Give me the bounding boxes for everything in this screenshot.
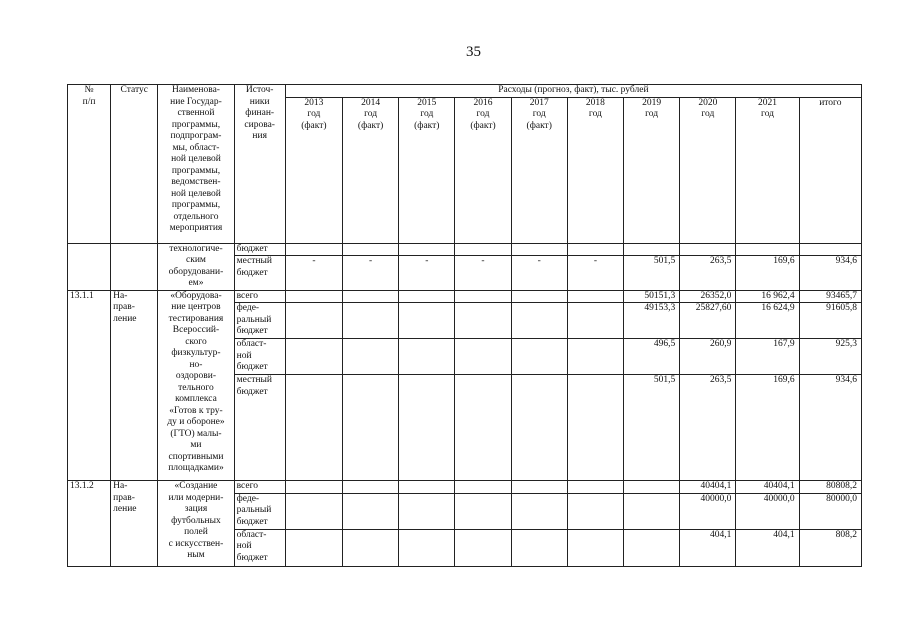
header-num: № п/п xyxy=(68,85,111,244)
value-cell xyxy=(736,243,799,256)
header-year: 2013 год (факт) xyxy=(285,97,342,243)
row-number: 13.1.2 xyxy=(68,481,111,567)
value-cell: 16 624,9 xyxy=(736,303,799,339)
value-cell xyxy=(567,481,623,494)
value-cell: 91605,8 xyxy=(799,303,861,339)
row-name: «Оборудова- ние центров тестирования Всероссий- ского физкультур- но- оздорови- тельного комплекса «Готов к тру- ду и обороне» (ГТО) малы- ми спортивными площадками» xyxy=(158,290,234,481)
value-cell xyxy=(285,481,342,494)
value-cell: - xyxy=(399,256,455,290)
value-cell xyxy=(343,303,399,339)
row-source: местный бюджет xyxy=(234,256,285,290)
value-cell: - xyxy=(343,256,399,290)
value-cell xyxy=(624,493,680,529)
value-cell xyxy=(455,493,511,529)
row-number xyxy=(68,243,111,290)
header-year: итого xyxy=(799,97,861,243)
header-year: 2017 год (факт) xyxy=(511,97,567,243)
table-row xyxy=(68,243,862,256)
header-year: 2019 год xyxy=(624,97,680,243)
value-cell xyxy=(624,481,680,494)
header-year: 2015 год (факт) xyxy=(399,97,455,243)
value-cell xyxy=(567,529,623,566)
value-cell: 496,5 xyxy=(624,339,680,375)
value-cell: 40000,0 xyxy=(680,493,736,529)
row-name: «Создание или модерни- зация футбольных полей с искусствен- ным xyxy=(158,481,234,567)
row-status: На- прав- ление xyxy=(111,481,158,567)
value-cell xyxy=(511,375,567,481)
row-source: местный бюджет xyxy=(234,375,285,481)
value-cell xyxy=(399,339,455,375)
header-expenses: Расходы (прогноз, факт), тыс. рублей xyxy=(285,85,861,98)
value-cell xyxy=(285,290,342,303)
row-source: всего xyxy=(234,481,285,494)
value-cell xyxy=(285,339,342,375)
value-cell xyxy=(343,339,399,375)
value-cell: 40404,1 xyxy=(680,481,736,494)
value-cell xyxy=(285,303,342,339)
value-cell xyxy=(567,303,623,339)
value-cell xyxy=(511,290,567,303)
value-cell: 263,5 xyxy=(680,375,736,481)
value-cell xyxy=(399,481,455,494)
value-cell xyxy=(680,243,736,256)
value-cell: 808,2 xyxy=(799,529,861,566)
row-name: технологиче- ским оборудовани- ем» xyxy=(158,243,234,290)
value-cell: 40000,0 xyxy=(736,493,799,529)
value-cell xyxy=(455,339,511,375)
value-cell: 40404,1 xyxy=(736,481,799,494)
value-cell: 934,6 xyxy=(799,256,861,290)
budget-table xyxy=(67,84,862,567)
value-cell: 50151,3 xyxy=(624,290,680,303)
value-cell xyxy=(624,243,680,256)
row-source: всего xyxy=(234,290,285,303)
header-name: Наименова- ние Государ- ственной программы, подпрограм- мы, област- ной целевой программы, ведомствен- ной целевой программы, отдельного мероприятия xyxy=(158,85,234,244)
value-cell xyxy=(343,243,399,256)
value-cell xyxy=(567,493,623,529)
value-cell xyxy=(343,290,399,303)
value-cell xyxy=(399,243,455,256)
value-cell: - xyxy=(285,256,342,290)
header-year: 2016 год (факт) xyxy=(455,97,511,243)
value-cell xyxy=(285,493,342,529)
value-cell xyxy=(624,529,680,566)
value-cell: 16 962,4 xyxy=(736,290,799,303)
value-cell: 934,6 xyxy=(799,375,861,481)
table-row xyxy=(68,290,862,303)
value-cell xyxy=(399,493,455,529)
value-cell xyxy=(285,243,342,256)
value-cell xyxy=(455,290,511,303)
value-cell xyxy=(399,290,455,303)
value-cell xyxy=(511,339,567,375)
value-cell: 169,6 xyxy=(736,375,799,481)
value-cell: 167,9 xyxy=(736,339,799,375)
row-status xyxy=(111,243,158,290)
value-cell xyxy=(399,303,455,339)
value-cell: 49153,3 xyxy=(624,303,680,339)
row-status: На- прав- ление xyxy=(111,290,158,481)
value-cell: 404,1 xyxy=(680,529,736,566)
row-source: феде- ральный бюджет xyxy=(234,493,285,529)
value-cell: - xyxy=(511,256,567,290)
value-cell xyxy=(399,529,455,566)
value-cell: - xyxy=(455,256,511,290)
value-cell: 260,9 xyxy=(680,339,736,375)
value-cell: 263,5 xyxy=(680,256,736,290)
value-cell xyxy=(511,529,567,566)
value-cell: 80000,0 xyxy=(799,493,861,529)
value-cell xyxy=(343,493,399,529)
value-cell: 404,1 xyxy=(736,529,799,566)
value-cell: 169,6 xyxy=(736,256,799,290)
value-cell xyxy=(455,529,511,566)
page-number: 35 xyxy=(466,44,481,60)
row-source: област- ной бюджет xyxy=(234,529,285,566)
value-cell: - xyxy=(567,256,623,290)
row-source: бюджет xyxy=(234,243,285,256)
value-cell xyxy=(455,243,511,256)
value-cell xyxy=(285,375,342,481)
value-cell: 25827,60 xyxy=(680,303,736,339)
value-cell xyxy=(343,375,399,481)
table-row xyxy=(68,481,862,494)
value-cell xyxy=(511,303,567,339)
value-cell xyxy=(399,375,455,481)
value-cell xyxy=(511,481,567,494)
value-cell: 26352,0 xyxy=(680,290,736,303)
value-cell xyxy=(567,375,623,481)
value-cell xyxy=(567,339,623,375)
header-year: 2021 год xyxy=(736,97,799,243)
value-cell: 93465,7 xyxy=(799,290,861,303)
row-number: 13.1.1 xyxy=(68,290,111,481)
header-source: Источ- ники финан- сирова- ния xyxy=(234,85,285,244)
value-cell xyxy=(567,290,623,303)
value-cell xyxy=(343,529,399,566)
header-year: 2018 год xyxy=(567,97,623,243)
value-cell xyxy=(455,303,511,339)
header-year: 2020 год xyxy=(680,97,736,243)
value-cell: 501,5 xyxy=(624,375,680,481)
row-source: област- ной бюджет xyxy=(234,339,285,375)
value-cell xyxy=(455,481,511,494)
value-cell: 80808,2 xyxy=(799,481,861,494)
value-cell xyxy=(567,243,623,256)
value-cell xyxy=(511,493,567,529)
row-source: феде- ральный бюджет xyxy=(234,303,285,339)
value-cell xyxy=(455,375,511,481)
value-cell: 501,5 xyxy=(624,256,680,290)
value-cell xyxy=(285,529,342,566)
header-status: Статус xyxy=(111,85,158,244)
value-cell xyxy=(343,481,399,494)
value-cell xyxy=(511,243,567,256)
value-cell xyxy=(799,243,861,256)
value-cell: 925,3 xyxy=(799,339,861,375)
header-year: 2014 год (факт) xyxy=(343,97,399,243)
